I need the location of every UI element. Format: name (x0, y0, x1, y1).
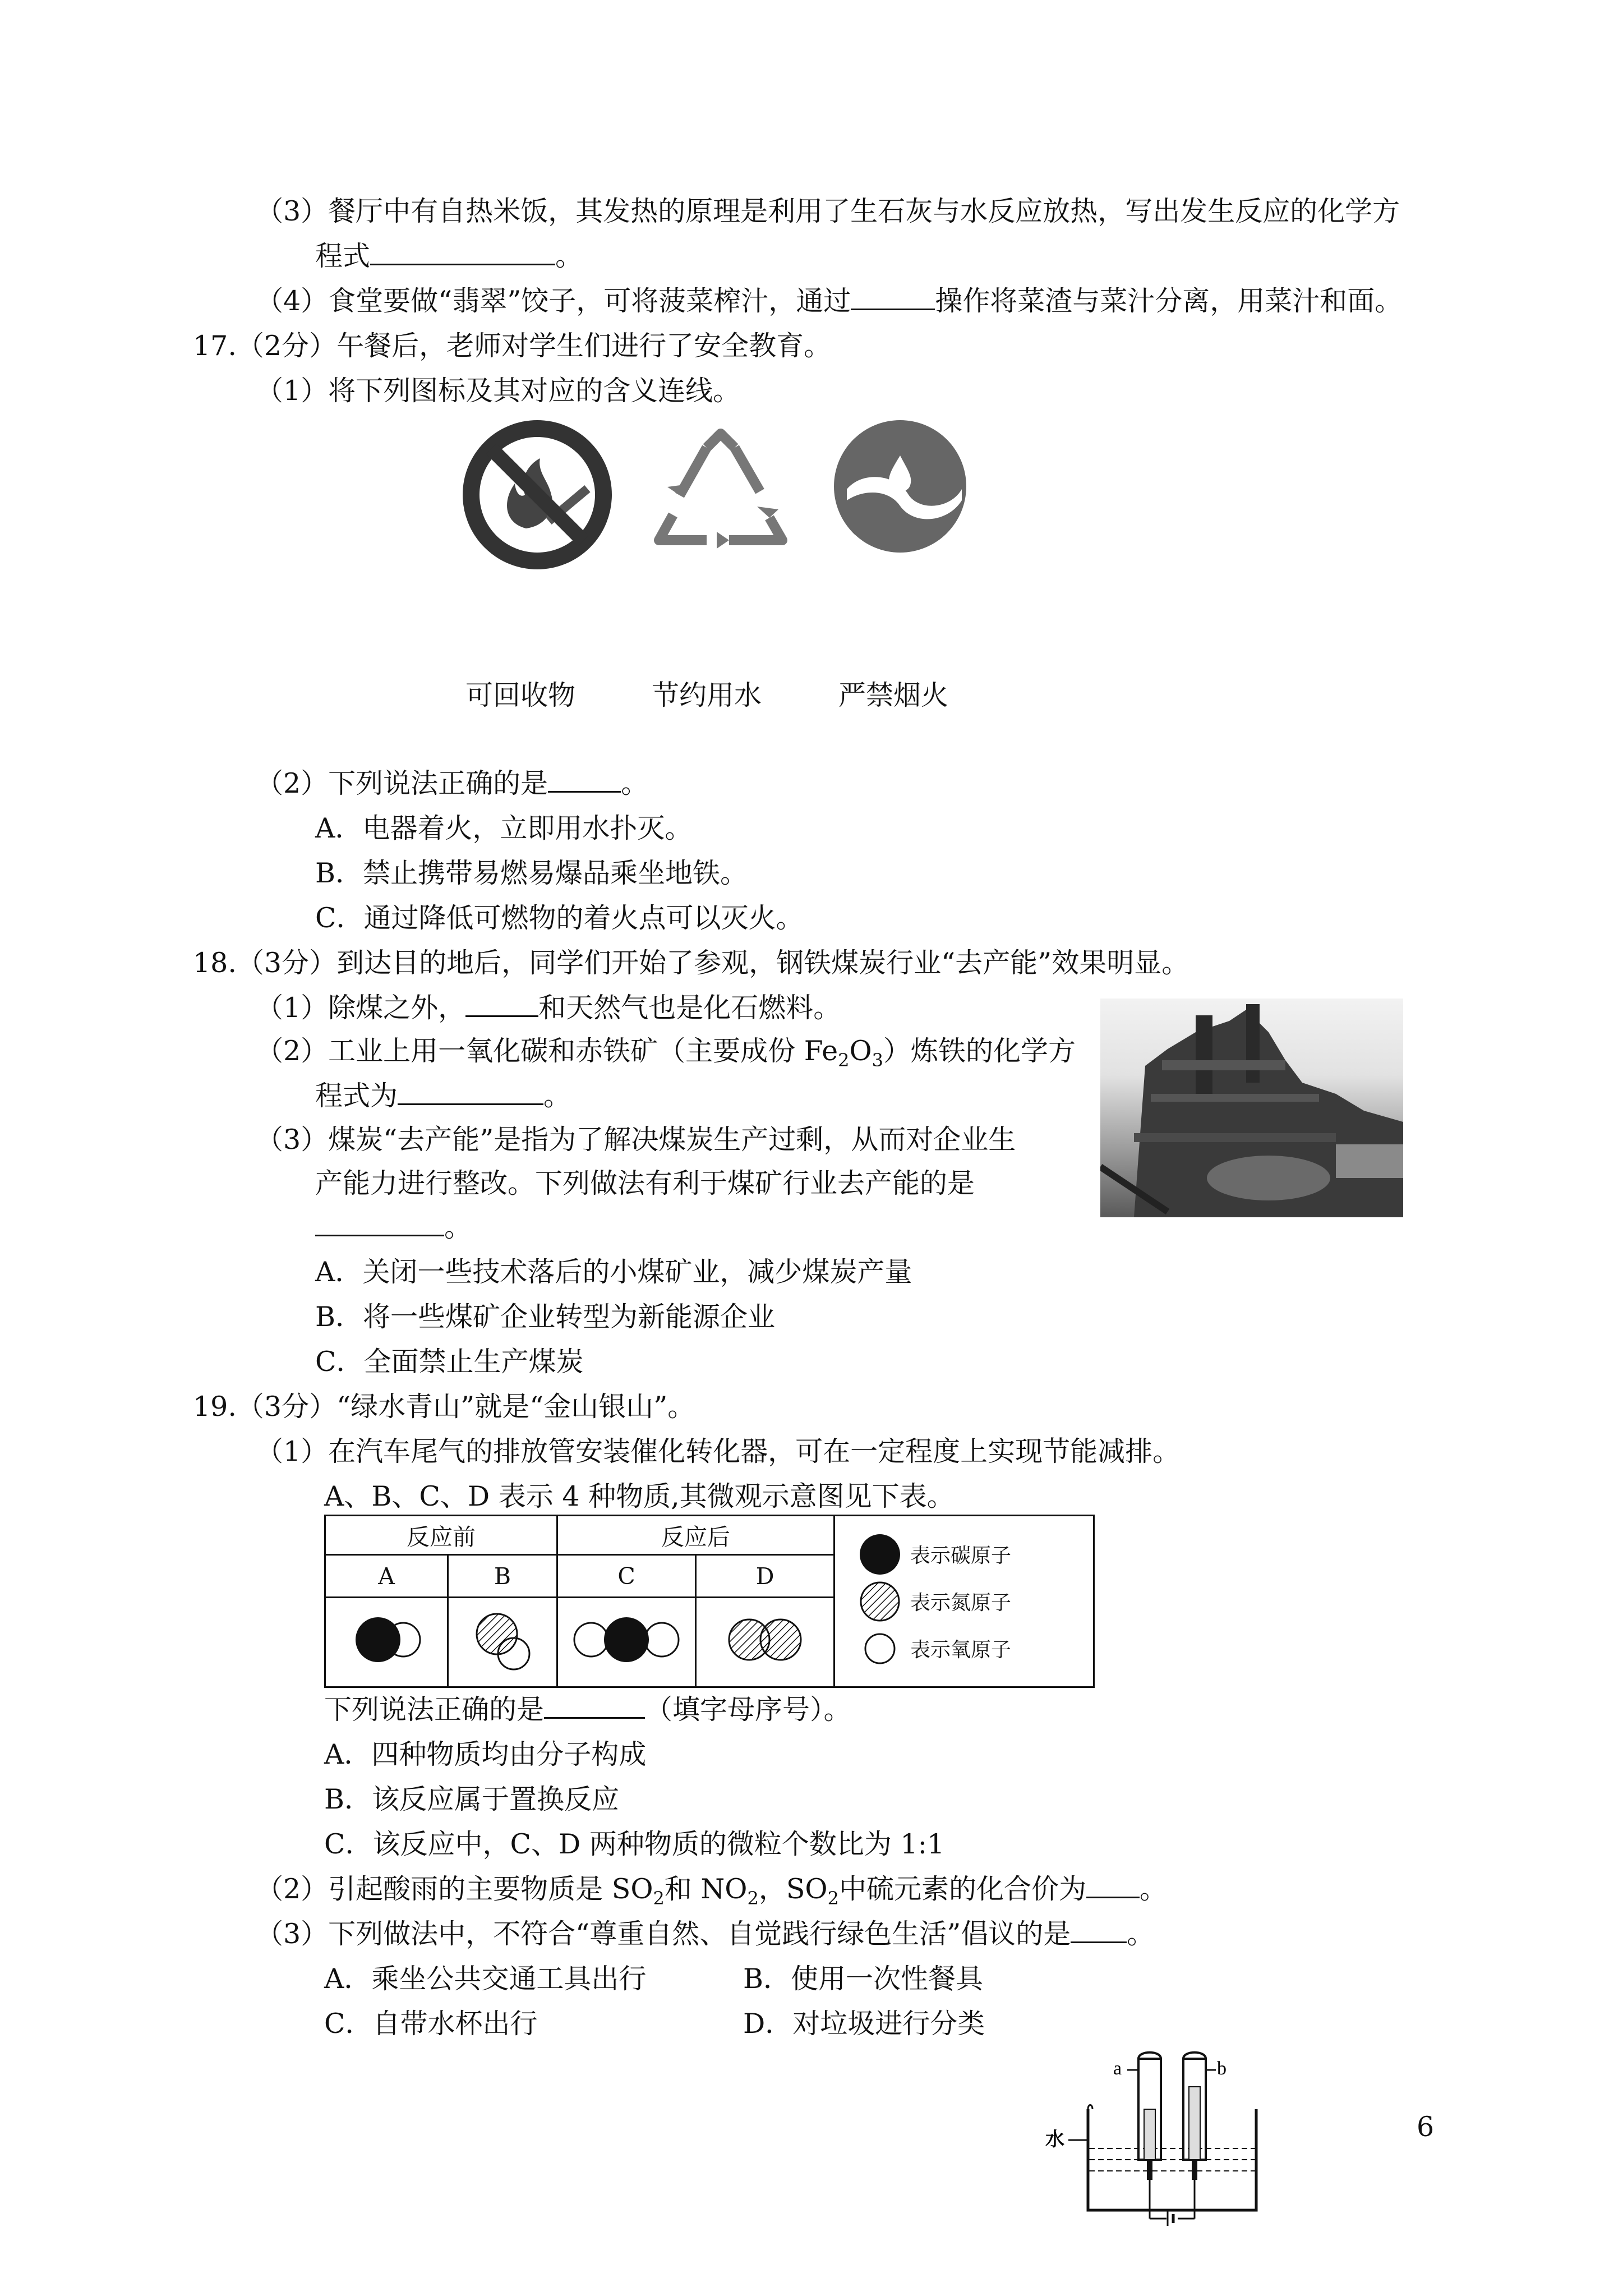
q17-option-c: C．通过降低可燃物的着火点可以灭火。 (315, 902, 804, 934)
subscript: 2 (838, 1049, 850, 1071)
q19-2-line (256, 1871, 1167, 1916)
no-fire-icon (459, 416, 616, 573)
micro-table (324, 1515, 1095, 1688)
molecule-b (448, 1598, 557, 1687)
q18-option-b: B．将一些煤矿企业转型为新能源企业 (315, 1301, 776, 1333)
text: 操作将菜渣与菜汁分离，用菜汁和面。 (935, 285, 1403, 317)
text: 。 (543, 1080, 571, 1112)
text: （填字母序号）。 (645, 1694, 851, 1726)
text: 和 NO (664, 1873, 748, 1905)
q17-1-prompt: （1）将下列图标及其对应的含义连线。 (256, 375, 741, 407)
co2-molecule-icon (562, 1609, 691, 1671)
q19-1-answer-line (324, 1692, 851, 1728)
molecule-a (325, 1598, 448, 1687)
n2-molecule-icon (714, 1609, 815, 1671)
q19-1-line2: A、B、C、D 表示 4 种物质,其微观示意图见下表。 (324, 1480, 955, 1512)
icon-label-save-water: 节约用水 (652, 679, 762, 711)
q19-3-option-c: C．自带水杯出行 (324, 2008, 538, 2040)
text: 。 (621, 767, 649, 799)
no-molecule-icon (469, 1603, 536, 1676)
header-before: 反应前 (325, 1516, 557, 1555)
q19-3-line (256, 1916, 1154, 1952)
q18-3-line3 (315, 1209, 472, 1245)
q17-2-line (256, 766, 648, 802)
carbon-atom-icon (857, 1532, 902, 1577)
answer-blank[interactable] (548, 766, 621, 793)
molecule-d (696, 1598, 834, 1687)
text: （4）食堂要做“翡翠”饺子，可将菠菜榨汁，通过 (256, 285, 851, 317)
text: 。 (1139, 1873, 1167, 1905)
text: 和天然气也是化石燃料。 (538, 992, 841, 1024)
legend-carbon (857, 1531, 1093, 1578)
answer-blank[interactable] (398, 1079, 543, 1105)
text: 下列说法正确的是 (324, 1694, 545, 1726)
q19-3-option-d: D．对垃圾进行分类 (743, 2008, 985, 2040)
save-water-icon (830, 416, 970, 556)
text: 。 (1127, 1918, 1155, 1950)
q19-3-option-b: B．使用一次性餐具 (743, 1963, 984, 1995)
molecule-c (557, 1598, 696, 1687)
q19-option-b: B．该反应属于置换反应 (324, 1783, 620, 1815)
q18-3-line1: （3）煤炭“去产能”是指为了解决煤炭生产过剩，从而对企业生 (256, 1124, 1016, 1156)
recycle-icon (645, 425, 796, 565)
nitrogen-atom-icon (857, 1579, 902, 1624)
answer-blank[interactable] (544, 1692, 645, 1719)
q17-option-a: A．电器着火，立即用水扑灭。 (315, 812, 693, 844)
subscript: 2 (827, 1887, 839, 1909)
q19-option-c: C．该反应中，C、D 两种物质的微粒个数比为 1:1 (324, 1828, 945, 1860)
q18-1-line (256, 990, 841, 1026)
subscript: 2 (747, 1887, 759, 1909)
oxygen-atom-icon (857, 1626, 902, 1671)
col-a: A (325, 1555, 448, 1598)
answer-blank[interactable] (370, 239, 555, 265)
legend-label: 表示氧原子 (910, 1639, 1012, 1662)
text: 中硫元素的化合价为 (838, 1873, 1086, 1905)
answer-blank[interactable] (465, 991, 538, 1017)
answer-blank[interactable] (1086, 1872, 1140, 1898)
header-after: 反应后 (557, 1516, 834, 1555)
text: ，SO (758, 1873, 828, 1905)
col-c: C (557, 1555, 696, 1598)
text: （3）下列做法中，不符合“尊重自然、自觉践行绿色生活”倡议的是 (256, 1918, 1071, 1950)
steel-plant-photo (1100, 999, 1403, 1217)
q16-3-line1: （3）餐厅中有自热米饭，其发热的原理是利用了生石灰与水反应放热，写出发生反应的化学方 (256, 195, 1400, 227)
co-molecule-icon (342, 1609, 431, 1671)
text: （1）除煤之外， (256, 992, 466, 1024)
q18-stem: 18.（3分）到达目的地后，同学们开始了参观，钢铁煤炭行业“去产能”效果明显。 (193, 947, 1189, 979)
steel-plant-drawing (1100, 999, 1403, 1217)
subscript: 3 (872, 1049, 883, 1071)
legend-label: 表示氮原子 (910, 1591, 1012, 1614)
label-water: 水 (1045, 2128, 1064, 2151)
q18-option-a: A．关闭一些技术落后的小煤矿业，减少煤炭产量 (315, 1256, 912, 1288)
q16-3-line2 (315, 238, 583, 274)
answer-blank[interactable] (315, 1210, 444, 1236)
electrolysis-apparatus (1026, 2047, 1290, 2227)
legend-oxygen (857, 1625, 1093, 1672)
text: （2）引起酸雨的主要物质是 SO (256, 1873, 653, 1905)
answer-blank[interactable] (1071, 1917, 1127, 1943)
legend-nitrogen (857, 1578, 1093, 1625)
q18-2-line2 (315, 1078, 571, 1114)
subscript: 2 (653, 1887, 665, 1909)
legend-label: 表示碳原子 (910, 1544, 1012, 1567)
text: 。 (444, 1211, 472, 1243)
text: 。 (555, 240, 583, 272)
q16-4-line (256, 283, 1402, 319)
page-number: 6 (1417, 2111, 1435, 2143)
text: （2）工业上用一氧化碳和赤铁矿（主要成份 Fe (256, 1035, 838, 1067)
answer-blank[interactable] (851, 284, 935, 310)
q18-3-line2: 产能力进行整改。下列做法有利于煤矿行业去产能的是 (315, 1167, 975, 1199)
q19-stem: 19.（3分）“绿水青山”就是“金山银山”。 (193, 1391, 695, 1423)
col-d: D (696, 1555, 834, 1598)
q19-3-option-a: A．乘坐公共交通工具出行 (324, 1963, 647, 1995)
text: （2）下列说法正确的是 (256, 767, 548, 799)
text: ）炼铁的化学方 (883, 1035, 1076, 1067)
label-a: a (1113, 2058, 1122, 2079)
label-b: b (1217, 2058, 1227, 2079)
text: 程式为 (315, 1080, 398, 1112)
q18-option-c: C．全面禁止生产煤炭 (315, 1346, 584, 1378)
text: 程式 (315, 240, 371, 272)
col-b: B (448, 1555, 557, 1598)
q19-option-a: A．四种物质均由分子构成 (324, 1738, 647, 1770)
legend-cell (834, 1516, 1094, 1687)
text: O (849, 1035, 872, 1067)
q18-2-line1 (256, 1033, 1076, 1078)
q17-stem: 17.（2分）午餐后，老师对学生们进行了安全教育。 (193, 330, 832, 362)
q17-option-b: B．禁止携带易燃易爆品乘坐地铁。 (315, 857, 748, 889)
icon-label-recyclable: 可回收物 (465, 679, 576, 711)
q19-1-line1: （1）在汽车尾气的排放管安装催化转化器，可在一定程度上实现节能减排。 (256, 1435, 1181, 1467)
icon-label-no-fire: 严禁烟火 (838, 679, 949, 711)
